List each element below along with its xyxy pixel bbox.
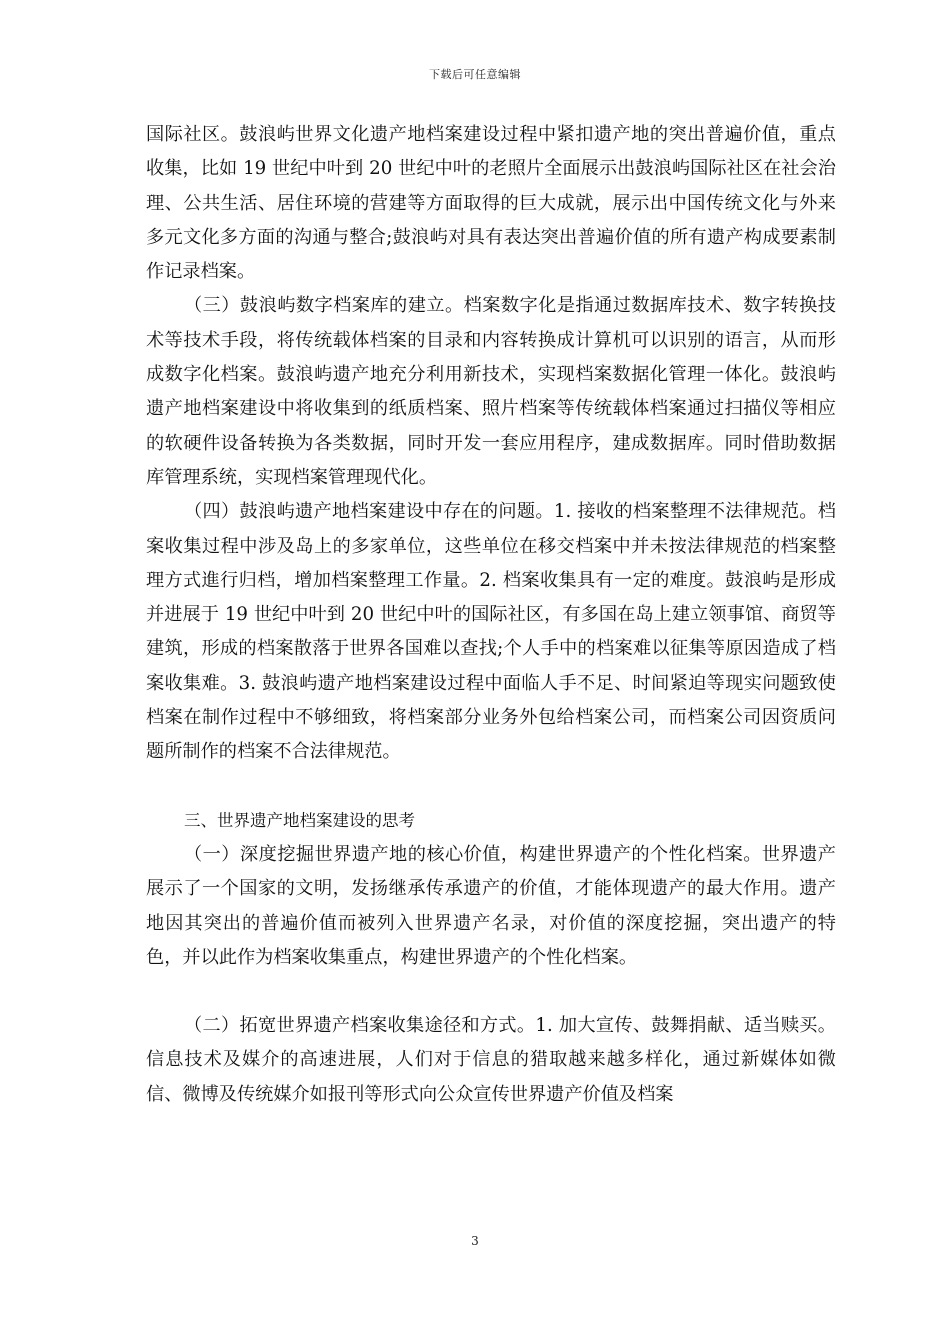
paragraph-digital-archive: （三）鼓浪屿数字档案库的建立。档案数字化是指通过数据库技术、数字转换技术等技术手段，将传统载体档案的目录和内容转换成计算机可以识别的语言，从而形成数字化档案。鼓浪屿遗产地充分利用新技术，实现档案数据化管理一体化。鼓浪屿遗产地档案建设中将收集到的纸质档案、照片档案等传统载体档案通过扫描仪等相应的软硬件设备转换为各类数据，同时开发一套应用程序，建成数据库。同时借助数据库管理系统，实现档案管理现代化。 (146, 295, 836, 488)
paragraph-continuation: 国际社区。鼓浪屿世界文化遗产地档案建设过程中紧扣遗产地的突出普遍价值，重点收集，比如 19 世纪中叶到 20 世纪中叶的老照片全面展示出鼓浪屿国际社区在社会治理、公共生活、居住环境的营建等方面取得的巨大成就，展示出中国传统文化与外来多元文化多方面的沟通与整合;鼓浪屿对具有表达突出普遍价值的所有遗产构成要素制作记录档案。 (146, 124, 836, 283)
page-header: 下载后可任意编辑 (429, 68, 521, 81)
section-heading: 三、世界遗产地档案建设的思考 (184, 810, 415, 830)
page-number: 3 (471, 1234, 479, 1248)
paragraph-spacer (146, 770, 836, 804)
paragraph-existing-problems: （四）鼓浪屿遗产地档案建设中存在的问题。1. 接收的档案整理不法律规范。档案收集过程中涉及岛上的多家单位，这些单位在移交档案中并未按法律规范的档案整理方式進行归档，增加档案整理工作量。2. 档案收集具有一定的难度。鼓浪屿是形成并进展于 19 世纪中叶到 20 世纪中叶的国际社区，有多国在岛上建立领事馆、商贸等建筑，形成的档案散落于世界各国难以查找;个人手中的档案难以征集等原因造成了档案收集难。3. 鼓浪屿遗产地档案建设过程中面临人手不足、时间紧迫等现实问题致使档案在制作过程中不够细致，将档案部分业务外包给档案公司，而档案公司因资质问题所制作的档案不合法律规范。 (146, 501, 836, 763)
paragraph-collection-channels: （二）拓宽世界遗产档案收集途径和方式。1. 加大宣传、鼓舞捐献、适当赎买。信息技术及媒介的高速进展，人们对于信息的猎取越来越多样化，通过新媒体如微信、微博及传统媒介如报刊等形式向公众宣传世界遗产价值及档案 (146, 1015, 836, 1105)
paragraph-spacer (146, 975, 836, 1009)
paragraph-core-value: （一）深度挖掘世界遗产地的核心价值，构建世界遗产的个性化档案。世界遗产展示了一个国家的文明，发扬继承传承遗产的价值，才能体现遗产的最大作用。遗产地因其突出的普遍价值而被列入世界遗产名录，对价值的深度挖掘，突出遗产的特色，并以此作为档案收集重点，构建世界遗产的个性化档案。 (146, 843, 836, 968)
document-body (146, 118, 836, 1112)
